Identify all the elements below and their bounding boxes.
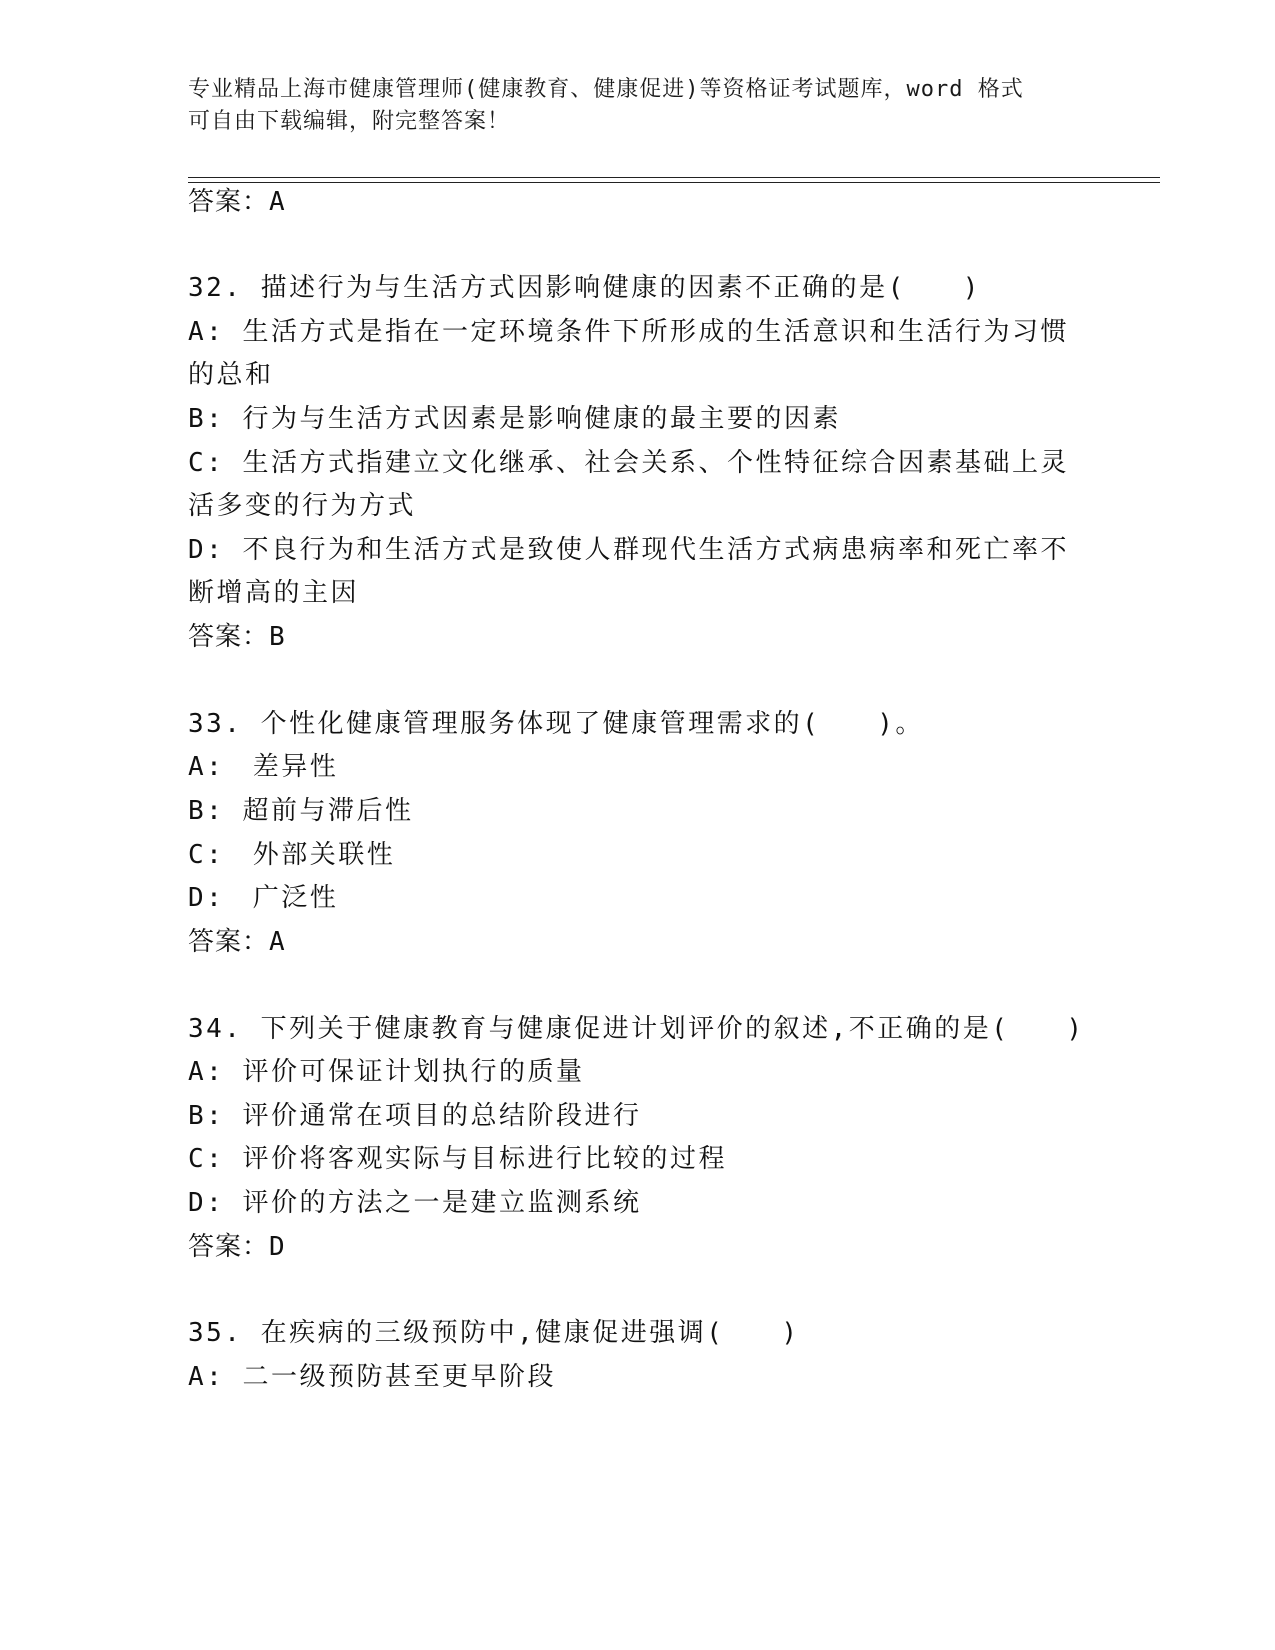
option-33-a: A: 差异性 bbox=[188, 752, 339, 782]
question-33: 33. 个性化健康管理服务体现了健康管理需求的( )。 bbox=[188, 709, 924, 739]
question-35: 35. 在疾病的三级预防中,健康促进强调( ) bbox=[188, 1318, 800, 1348]
question-34: 34. 下列关于健康教育与健康促进计划评价的叙述,不正确的是( ) bbox=[188, 1014, 1085, 1044]
page-header bbox=[188, 74, 1088, 138]
option-34-d: D: 评价的方法之一是建立监测系统 bbox=[188, 1188, 642, 1218]
answer-33: 答案：A bbox=[188, 927, 286, 957]
answer-32: 答案：B bbox=[188, 622, 286, 652]
option-32-d: D: 不良行为和生活方式是致使人群现代生活方式病患病率和死亡率不 bbox=[188, 535, 1069, 565]
answer-31: 答案：A bbox=[188, 187, 286, 217]
header-line-1: 专业精品上海市健康管理师(健康教育、健康促进)等资格证考试题库，word 格式 bbox=[188, 77, 1024, 102]
option-34-b: B: 评价通常在项目的总结阶段进行 bbox=[188, 1101, 642, 1131]
header-line-2: 可自由下载编辑，附完整答案！ bbox=[188, 109, 511, 134]
header-rule-top bbox=[188, 177, 1160, 178]
option-32-c-cont: 活多变的行为方式 bbox=[188, 491, 417, 521]
option-32-c: C: 生活方式指建立文化继承、社会关系、个性特征综合因素基础上灵 bbox=[188, 448, 1069, 478]
option-34-a: A: 评价可保证计划执行的质量 bbox=[188, 1057, 585, 1087]
option-33-b: B: 超前与滞后性 bbox=[188, 796, 414, 826]
answer-34: 答案：D bbox=[188, 1232, 286, 1262]
option-32-a: A: 生活方式是指在一定环境条件下所形成的生活意识和生活行为习惯 bbox=[188, 317, 1069, 347]
option-32-a-cont: 的总和 bbox=[188, 360, 274, 390]
option-33-d: D: 广泛性 bbox=[188, 883, 339, 913]
option-35-a: A: 二一级预防甚至更早阶段 bbox=[188, 1362, 556, 1392]
option-32-b: B: 行为与生活方式因素是影响健康的最主要的因素 bbox=[188, 404, 841, 434]
option-33-c: C: 外部关联性 bbox=[188, 840, 396, 870]
header-rule-bottom bbox=[188, 182, 1160, 183]
option-32-d-cont: 断增高的主因 bbox=[188, 578, 360, 608]
question-32: 32. 描述行为与生活方式因影响健康的因素不正确的是( ) bbox=[188, 273, 981, 303]
option-34-c: C: 评价将客观实际与目标进行比较的过程 bbox=[188, 1144, 727, 1174]
